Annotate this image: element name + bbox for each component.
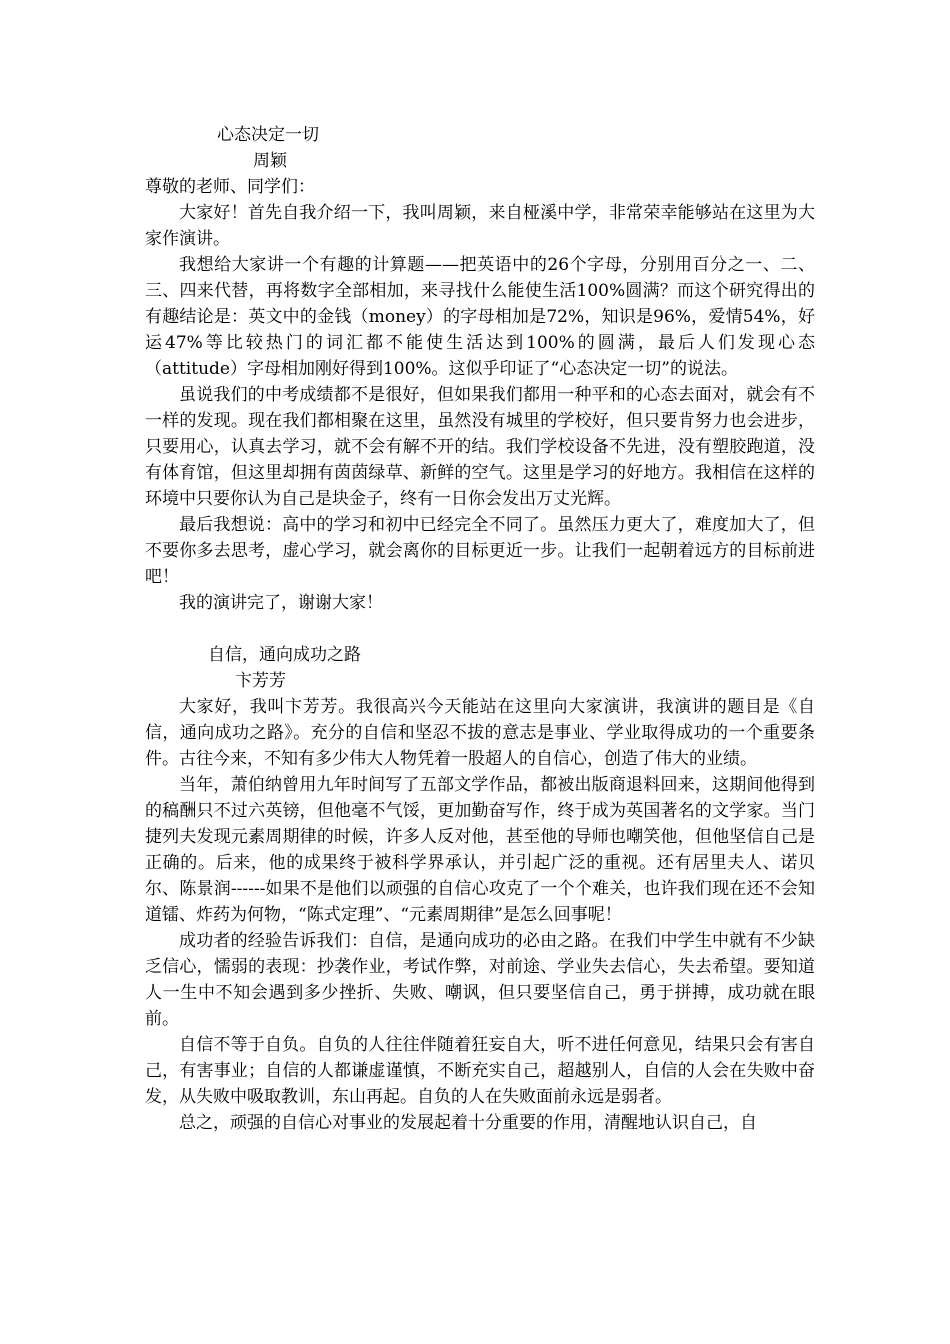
- section-gap: [145, 616, 815, 642]
- speech-2-paragraph: 当年，萧伯纳曾用九年时间写了五部文学作品，都被出版商退料回来，这期间他得到的稿酬只不过六英镑，但他毫不气馁，更加勤奋写作，终于成为英国著名的文学家。当门捷列夫发现元素周期律的时候，许多人反对他，甚至他的导师也嘲笑他，但他坚信自己是正确的。后来，他的成果终于被科学界承认，并引起广泛的重视。还有居里夫人、诺贝尔、陈景润------如果不是他们以顽强的自信心攻克了一个个难关，也许我们现在还不会知道镭、炸药为何物，“陈式定理”、“元素周期律”是怎么回事呢！: [145, 775, 815, 925]
- speech-1-title: 心态决定一切: [217, 125, 319, 145]
- speech-1-paragraph: 大家好！首先自我介绍一下，我叫周颖，来自桠溪中学，非常荣幸能够站在这里为大家作演讲。: [145, 203, 815, 249]
- document-body: [145, 122, 815, 1136]
- speech-2-title: 自信，通向成功之路: [208, 645, 361, 665]
- speech-1-salutation: 尊敬的老师、同学们：: [145, 177, 315, 197]
- speech-2-paragraph: 自信不等于自负。自负的人往往伴随着狂妄自大，听不进任何意见，结果只会有害自己，有害事业；自信的人都谦虚谨慎，不断充实自己，超越别人，自信的人会在失败中奋发，从失败中吸取教训，东山再起。自负的人在失败面前永远是弱者。: [145, 1035, 815, 1107]
- speech-2-paragraph: 成功者的经验告诉我们：自信，是通向成功的必由之路。在我们中学生中就有不少缺乏信心，懦弱的表现：抄袭作业，考试作弊，对前途、学业失去信心，失去希望。要知道人一生中不知会遇到多少挫折、失败、嘲讽，但只要坚信自己，勇于拼搏，成功就在眼前。: [145, 931, 815, 1029]
- speech-2-paragraph: 总之，顽强的自信心对事业的发展起着十分重要的作用，清醒地认识自己，自: [179, 1113, 757, 1133]
- speech-1-author: 周颖: [253, 151, 287, 171]
- speech-1-closing: 我的演讲完了，谢谢大家！: [179, 593, 383, 613]
- speech-1-paragraph: 最后我想说：高中的学习和初中已经完全不同了。虽然压力更大了，难度加大了，但不要你多去思考，虚心学习，就会离你的目标更近一步。让我们一起朝着远方的目标前进吧！: [145, 515, 815, 587]
- speech-1-paragraph: 虽说我们的中考成绩都不是很好，但如果我们都用一种平和的心态去面对，就会有不一样的发现。现在我们都相聚在这里，虽然没有城里的学校好，但只要肯努力也会进步，只要用心，认真去学习，就不会有解不开的结。我们学校设备不先进，没有塑胶跑道，没有体育馆，但这里却拥有茵茵绿草、新鲜的空气。这里是学习的好地方。我相信在这样的环境中只要你认为自己是块金子，终有一日你会发出万丈光辉。: [145, 385, 815, 509]
- speech-2-author: 卞芳芳: [235, 671, 286, 691]
- speech-1-paragraph: 我想给大家讲一个有趣的计算题——把英语中的26个字母，分别用百分之一、二、三、四来代替，再将数字全部相加，来寻找什么能使生活100%圆满？而这个研究得出的有趣结论是：英文中的金钱（money）的字母相加是72%，知识是96%，爱情54%，好运47%等比较热门的词汇都不能使生活达到100%的圆满，最后人们发现心态（attitude）字母相加刚好得到100%。这似乎印证了“心态决定一切”的说法。: [145, 255, 815, 379]
- speech-2-paragraph: 大家好，我叫卞芳芳。我很高兴今天能站在这里向大家演讲，我演讲的题目是《自信，通向成功之路》。充分的自信和坚忍不拔的意志是事业、学业取得成功的一个重要条件。古往今来，不知有多少伟大人物凭着一股超人的自信心，创造了伟大的业绩。: [145, 697, 815, 769]
